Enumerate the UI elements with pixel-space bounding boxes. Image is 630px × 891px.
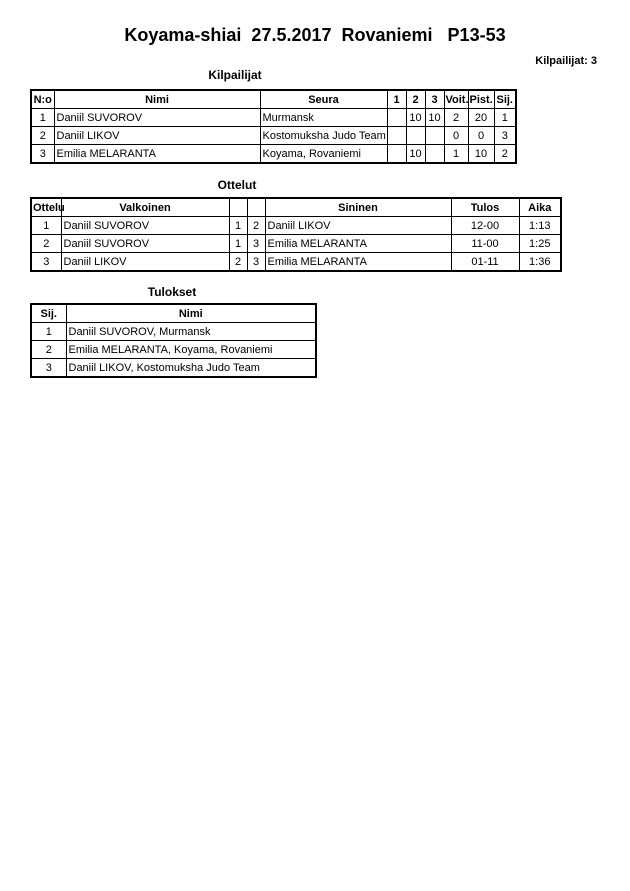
cell-white-num: 1 xyxy=(229,235,247,253)
cell-place: 3 xyxy=(494,127,516,145)
col-header-place: Sij. xyxy=(494,90,516,109)
cell-score-1 xyxy=(387,127,406,145)
competitors-header-row xyxy=(31,90,516,109)
cell-points: 0 xyxy=(468,127,494,145)
cell-white-num: 2 xyxy=(229,253,247,272)
col-header-white-num xyxy=(229,198,247,217)
results-heading: Tulokset xyxy=(147,285,197,299)
col-header-time: Aika xyxy=(519,198,561,217)
col-header-white: Valkoinen xyxy=(61,198,229,217)
participants-count: Kilpailijat: 3 xyxy=(535,55,597,67)
cell-wins: 0 xyxy=(444,127,468,145)
cell-time: 1:25 xyxy=(519,235,561,253)
cell-match-no: 1 xyxy=(31,217,61,235)
col-header-club: Seura xyxy=(260,90,387,109)
col-header-points: Pist. xyxy=(468,90,494,109)
cell-place: 3 xyxy=(31,359,66,378)
cell-blue-num: 3 xyxy=(247,253,265,272)
cell-place: 2 xyxy=(31,341,66,359)
cell-score-3 xyxy=(425,127,444,145)
cell-name: Daniil SUVOROV, Murmansk xyxy=(66,323,316,341)
cell-score-3 xyxy=(425,145,444,164)
competitors-heading: Kilpailijat xyxy=(208,68,262,82)
cell-blue-name: Emilia MELARANTA xyxy=(265,235,451,253)
cell-name: Daniil SUVOROV xyxy=(54,109,260,127)
cell-no: 1 xyxy=(31,109,54,127)
cell-club: Kostomuksha Judo Team xyxy=(260,127,387,145)
page-title: Koyama-shiai 27.5.2017 Rovaniemi P13-53 xyxy=(124,25,506,45)
cell-points: 20 xyxy=(468,109,494,127)
cell-no: 2 xyxy=(31,127,54,145)
cell-white-name: Daniil LIKOV xyxy=(61,253,229,272)
cell-result: 12-00 xyxy=(451,217,519,235)
cell-no: 3 xyxy=(31,145,54,164)
cell-place: 1 xyxy=(494,109,516,127)
table-row xyxy=(31,127,516,145)
matches-table xyxy=(30,197,562,272)
col-header-match: Ottelu xyxy=(31,198,61,217)
cell-name: Daniil LIKOV xyxy=(54,127,260,145)
table-row xyxy=(31,359,316,378)
cell-match-no: 3 xyxy=(31,253,61,272)
col-header-name: Nimi xyxy=(66,304,316,323)
cell-club: Murmansk xyxy=(260,109,387,127)
cell-name: Emilia MELARANTA, Koyama, Rovaniemi xyxy=(66,341,316,359)
cell-blue-num: 2 xyxy=(247,217,265,235)
results-table xyxy=(30,303,317,378)
table-row xyxy=(31,217,561,235)
col-header-1: 1 xyxy=(387,90,406,109)
col-header-2: 2 xyxy=(406,90,425,109)
cell-time: 1:13 xyxy=(519,217,561,235)
cell-place: 2 xyxy=(494,145,516,164)
table-row xyxy=(31,253,561,272)
cell-blue-num: 3 xyxy=(247,235,265,253)
table-row xyxy=(31,323,316,341)
cell-score-2: 10 xyxy=(406,145,425,164)
cell-blue-name: Daniil LIKOV xyxy=(265,217,451,235)
table-row xyxy=(31,145,516,164)
col-header-wins: Voit. xyxy=(444,90,468,109)
cell-result: 11-00 xyxy=(451,235,519,253)
table-row xyxy=(31,235,561,253)
cell-score-2: 10 xyxy=(406,109,425,127)
col-header-3: 3 xyxy=(425,90,444,109)
cell-white-name: Daniil SUVOROV xyxy=(61,217,229,235)
cell-white-name: Daniil SUVOROV xyxy=(61,235,229,253)
col-header-name: Nimi xyxy=(54,90,260,109)
competitors-table xyxy=(30,89,517,164)
cell-result: 01-11 xyxy=(451,253,519,272)
cell-score-3: 10 xyxy=(425,109,444,127)
col-header-place: Sij. xyxy=(31,304,66,323)
cell-club: Koyama, Rovaniemi xyxy=(260,145,387,164)
cell-name: Daniil LIKOV, Kostomuksha Judo Team xyxy=(66,359,316,378)
col-header-no: N:o xyxy=(31,90,54,109)
col-header-result: Tulos xyxy=(451,198,519,217)
cell-match-no: 2 xyxy=(31,235,61,253)
table-row xyxy=(31,109,516,127)
cell-points: 10 xyxy=(468,145,494,164)
cell-score-1 xyxy=(387,109,406,127)
cell-white-num: 1 xyxy=(229,217,247,235)
table-row xyxy=(31,341,316,359)
cell-place: 1 xyxy=(31,323,66,341)
cell-name: Emilia MELARANTA xyxy=(54,145,260,164)
cell-wins: 2 xyxy=(444,109,468,127)
cell-time: 1:36 xyxy=(519,253,561,272)
col-header-blue-num xyxy=(247,198,265,217)
cell-score-2 xyxy=(406,127,425,145)
matches-header-row xyxy=(31,198,561,217)
cell-blue-name: Emilia MELARANTA xyxy=(265,253,451,272)
col-header-blue: Sininen xyxy=(265,198,451,217)
matches-heading: Ottelut xyxy=(217,178,257,192)
cell-wins: 1 xyxy=(444,145,468,164)
results-header-row xyxy=(31,304,316,323)
cell-score-1 xyxy=(387,145,406,164)
